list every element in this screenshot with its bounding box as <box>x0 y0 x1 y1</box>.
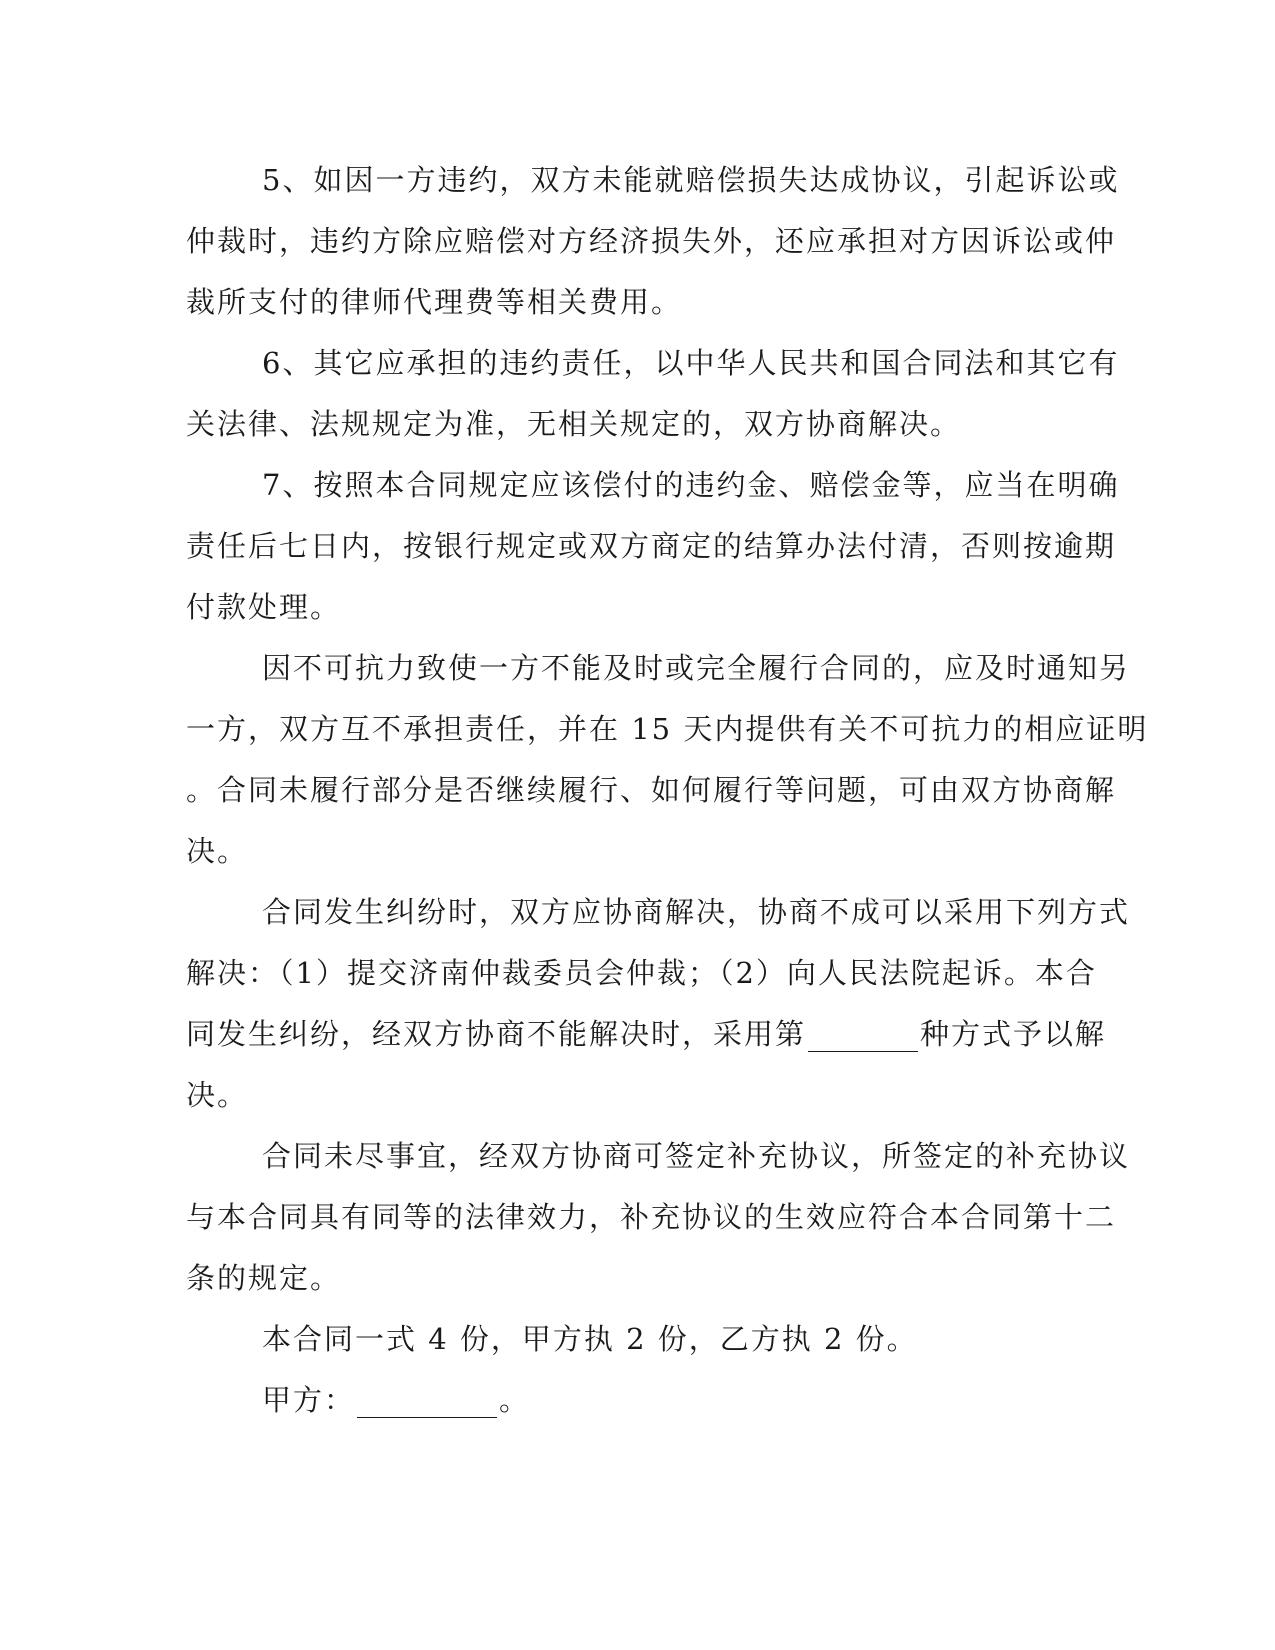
paragraph-line: 解决：（1）提交济南仲裁委员会仲裁；（2）向人民法院起诉。本合 <box>186 956 1097 990</box>
dispute-method-blank <box>808 1021 918 1052</box>
paragraph-line: 一方，双方互不承担责任，并在 15 天内提供有关不可抗力的相应证明 <box>186 712 1149 746</box>
paragraph-line: 合同发生纠纷时，双方应协商解决，协商不成可以采用下列方式 <box>262 895 1131 929</box>
paragraph-line: 。合同未履行部分是否继续履行、如何履行等问题，可由双方协商解 <box>186 773 1117 807</box>
party-a-label: 甲方： <box>262 1383 356 1417</box>
paragraph-dispute <box>186 882 1131 1126</box>
paragraph-clause-5 <box>186 150 1120 333</box>
paragraph-line-with-blank <box>186 1004 1107 1065</box>
paragraph-line: 7、按照本合同规定应该偿付的违约金、赔偿金等，应当在明确 <box>262 468 1120 502</box>
paragraph-line: 关法律、法规规定为准，无相关规定的，双方协商解决。 <box>186 407 962 441</box>
paragraph-copies <box>186 1309 1066 1370</box>
paragraph-force-majeure <box>186 638 1149 882</box>
paragraph-line: 付款处理。 <box>186 590 342 624</box>
paragraph-line: 与本合同具有同等的法律效力，补充协议的生效应符合本合同第十二 <box>186 1200 1117 1234</box>
party-a-blank <box>357 1387 497 1418</box>
paragraph-clause-7 <box>186 455 1120 638</box>
paragraph-line: 6、其它应承担的违约责任，以中华人民共和国合同法和其它有 <box>262 346 1120 380</box>
paragraph-supplement <box>186 1126 1131 1309</box>
party-a-line <box>186 1370 1066 1431</box>
text-segment: 同发生纠纷，经双方协商不能解决时，采用第 <box>186 1017 807 1051</box>
paragraph-line: 5、如因一方违约，双方未能就赔偿损失达成协议，引起诉讼或 <box>262 163 1120 197</box>
paragraph-line: 条的规定。 <box>186 1261 342 1295</box>
text-segment: 。 <box>499 1383 531 1417</box>
paragraph-line: 合同未尽事宜，经双方协商可签定补充协议，所签定的补充协议 <box>262 1139 1131 1173</box>
paragraph-line: 决。 <box>186 834 249 868</box>
paragraph-line: 仲裁时，违约方除应赔偿对方经济损失外，还应承担对方因诉讼或仲 <box>186 224 1117 258</box>
text-segment: 种方式予以解 <box>920 1017 1107 1051</box>
paragraph-line: 责任后七日内，按银行规定或双方商定的结算办法付清，否则按逾期 <box>186 529 1117 563</box>
paragraph-line: 本合同一式 4 份，甲方执 2 份，乙方执 2 份。 <box>262 1322 918 1356</box>
paragraph-line: 决。 <box>186 1078 249 1112</box>
paragraph-line: 裁所支付的律师代理费等相关费用。 <box>186 285 683 319</box>
paragraph-line: 因不可抗力致使一方不能及时或完全履行合同的，应及时通知另 <box>262 651 1131 685</box>
paragraph-party-a <box>186 1370 1066 1431</box>
contract-text <box>186 150 1149 1431</box>
paragraph-clause-6 <box>186 333 1120 455</box>
